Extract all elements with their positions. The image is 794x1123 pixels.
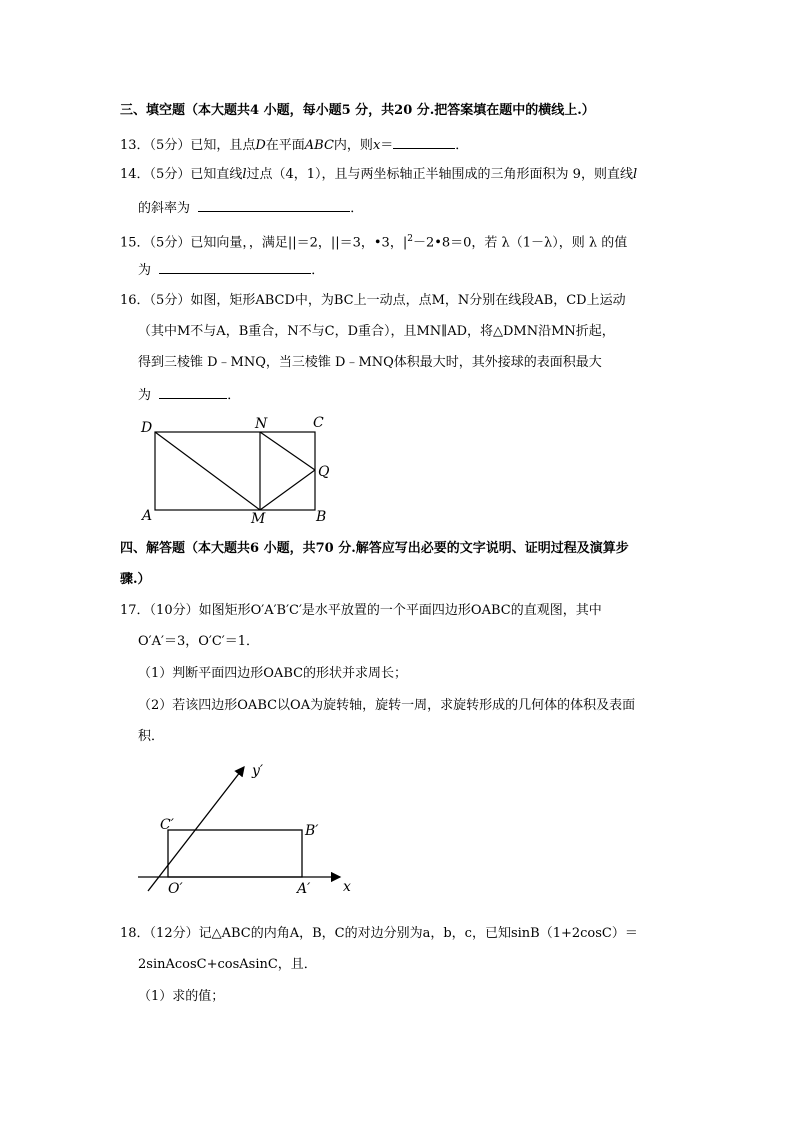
q17-label-a: A′ <box>297 881 311 897</box>
q13-text-post: 内，则 <box>333 138 373 153</box>
q16-label-a: A <box>142 508 153 524</box>
q16-line4-text: 为 <box>138 388 152 403</box>
q13-var-x: x <box>372 138 381 153</box>
q17-label-x: x <box>343 879 351 895</box>
q17-rectangle-oabc <box>168 830 302 877</box>
question-17-line2: O′A′＝3，O′C′＝1． <box>138 634 259 649</box>
q15-line2-text: 为 <box>138 263 152 278</box>
question-18-part1: （1）求的值； <box>138 989 225 1004</box>
q14-line2-text: 的斜率为 <box>138 201 191 216</box>
q15-end: ． <box>311 263 325 278</box>
q16-label-d: D <box>141 420 153 436</box>
q17-label-y: y′ <box>252 763 264 779</box>
section-4-heading-line1: 四、解答题（本大题共6 小题，共70 分.解答应写出必要的文字说明、证明过程及演算步 <box>120 541 629 556</box>
q16-segment-dm <box>155 432 260 510</box>
question-17-part2-line2: 积． <box>138 729 165 744</box>
question-15 <box>120 230 627 252</box>
q16-end: ． <box>227 388 241 403</box>
q16-segment-nq <box>260 432 315 470</box>
q17-label-b: B′ <box>305 823 319 839</box>
q15-answer-blank[interactable] <box>159 260 311 274</box>
question-13 <box>120 135 468 155</box>
q14-end: ． <box>350 201 364 216</box>
q13-eq: ＝ <box>380 138 394 153</box>
q13-plane-abc: ABC <box>304 138 334 153</box>
question-16-line4 <box>138 385 240 405</box>
q13-end: ． <box>455 138 469 153</box>
q14-line-l2: l <box>632 167 638 182</box>
q16-rectangle-figure <box>135 410 345 530</box>
q14-line-l: l <box>242 167 247 182</box>
section-3-heading: 三、填空题（本大题共4 小题，每小题5 分，共20 分.把答案填在题中的横线上.） <box>120 103 595 118</box>
question-17-part2-line1: （2）若该四边形OABC以OA为旋转轴，旋转一周，求旋转形成的几何体的体积及表面 <box>138 698 636 713</box>
q16-rectangle-abcd <box>155 432 315 510</box>
q13-point-d: D <box>255 138 266 153</box>
q14-line1-pre: 14．（5分）已知直线 <box>120 167 243 182</box>
question-15-line2 <box>138 260 324 280</box>
question-18-line1: 18．（12分）记△ABC的内角A，B，C的对边分别为a，b，c，已知sinB（1+2cosC）＝ <box>120 926 638 941</box>
q15-line1: 15．（5分）已知向量，，满足||＝2，||＝3，•3，| <box>120 235 408 251</box>
q17-oblique-figure <box>130 755 370 900</box>
q16-label-c: C <box>313 415 324 431</box>
q13-text-pre: 13．（5分）已知，且点 <box>120 138 256 153</box>
q16-answer-blank[interactable] <box>159 385 227 399</box>
q16-label-b: B <box>316 509 327 525</box>
q16-label-m: M <box>251 511 266 527</box>
q13-text-mid: 在平面 <box>265 138 305 153</box>
q16-label-n: N <box>255 416 268 432</box>
question-18-line2: 2sinAcosC+cosAsinC，且． <box>138 957 317 972</box>
question-14-line2 <box>138 198 363 218</box>
question-16-line2: （其中M不与A，B重合，N不与C，D重合），且MN∥AD，将△DMN沿MN折起， <box>138 324 615 339</box>
q17-label-o: O′ <box>168 881 183 897</box>
question-14 <box>120 166 637 184</box>
q15-superscript: 2 <box>407 234 413 244</box>
section-4-heading-line2: 骤.） <box>120 572 151 587</box>
q14-answer-blank[interactable] <box>198 198 350 212</box>
q14-line1-post: 过点（4，1），且与两坐标轴正半轴围成的三角形面积为 9，则直线 <box>246 167 633 182</box>
q16-label-q: Q <box>318 464 330 480</box>
question-17-line1: 17．（10分）如图矩形O′A′B′C′是水平放置的一个平面四边形OABC的直观图，其中 <box>120 603 602 618</box>
q13-answer-blank[interactable] <box>393 135 455 149</box>
question-17-part1: （1）判断平面四边形OABC的形状并求周长； <box>138 666 408 681</box>
q16-segment-mq <box>260 470 315 510</box>
q17-label-c: C′ <box>160 817 174 833</box>
q15-line1-b: －2•8＝0，若 λ（1－λ），则 λ 的值 <box>412 235 628 251</box>
question-16-line3: 得到三棱锥 D﹣MNQ，当三棱锥 D﹣MNQ体积最大时，其外接球的表面积最大 <box>138 355 602 370</box>
question-16-line1: 16．（5分）如图，矩形ABCD中，为BC上一动点，点M，N分别在线段AB，CD上运动 <box>120 293 626 308</box>
